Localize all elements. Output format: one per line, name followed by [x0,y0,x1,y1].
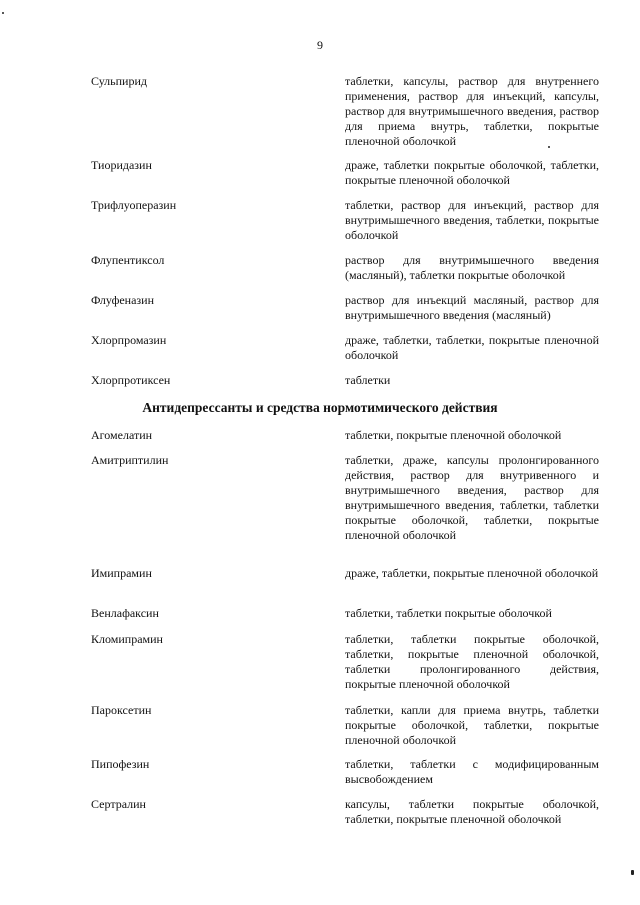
dosage-forms: таблетки, таблетки покрытые оболочкой, таблетки, покрытые пленочной оболочкой, таблетки пролонгированного действия, покрытые пленочной оболочкой [345,632,599,691]
drug-name: Амитриптилин [91,453,169,467]
drug-name: Сертралин [91,797,146,811]
drug-name: Пароксетин [91,703,152,717]
drug-name: Флупентиксол [91,253,165,267]
drug-name: Хлорпротиксен [91,373,171,387]
dosage-forms: таблетки, драже, капсулы пролонгированного действия, раствор для внутривенного и внутримышечного введения, раствор для внутримышечного введения, таблетки, таблетки покрытые оболочкой, таблетки, покрытые пленочной оболочкой [345,453,599,542]
section-title: Антидепрессанты и средства нормотимического действия [142,400,498,415]
dosage-forms: таблетки, раствор для инъекций, раствор для внутримышечного введения, таблетки, покрытые оболочкой [345,198,599,242]
drug-name: Венлафаксин [91,606,159,620]
dosage-forms: таблетки, капли для приема внутрь, таблетки покрытые оболочкой, таблетки, покрытые пленочной оболочкой [345,703,599,747]
dosage-forms: таблетки, таблетки с модифицированным высвобождением [345,757,599,786]
scan-speck [631,870,634,875]
dosage-forms: таблетки, покрытые пленочной оболочкой [345,428,562,442]
dosage-forms: капсулы, таблетки покрытые оболочкой, таблетки, покрытые пленочной оболочкой [345,797,599,826]
dosage-forms: драже, таблетки покрытые оболочкой, таблетки, покрытые пленочной оболочкой [345,158,599,187]
drug-name: Имипрамин [91,566,152,580]
drug-name: Хлорпромазин [91,333,167,347]
dosage-forms: таблетки, капсулы, раствор для внутреннего применения, раствор для инъекций, капсулы, раствор для внутримышечного введения, раствор для приема внутрь, таблетки, покрытые пленочной оболочкой [345,74,599,148]
drug-name: Агомелатин [91,428,153,442]
drug-name: Пипофезин [91,757,150,771]
drug-name: Трифлуоперазин [91,198,177,212]
dosage-forms: раствор для инъекций масляный, раствор для внутримышечного введения (масляный) [345,293,599,322]
scan-speck [2,12,4,14]
dosage-forms: таблетки [345,373,391,387]
drug-name: Сульпирид [91,74,148,88]
dosage-forms: драже, таблетки, покрытые пленочной оболочкой [345,566,599,580]
drug-name: Тиоридазин [91,158,152,172]
drug-name: Флуфеназин [91,293,155,307]
drug-name: Кломипрамин [91,632,163,646]
dosage-forms: драже, таблетки, таблетки, покрытые пленочной оболочкой [345,333,599,362]
dosage-forms: раствор для внутримышечного введения (масляный), таблетки покрытые оболочкой [345,253,599,282]
page-number: 9 [317,38,323,52]
scan-speck [548,146,550,148]
dosage-forms: таблетки, таблетки покрытые оболочкой [345,606,552,620]
